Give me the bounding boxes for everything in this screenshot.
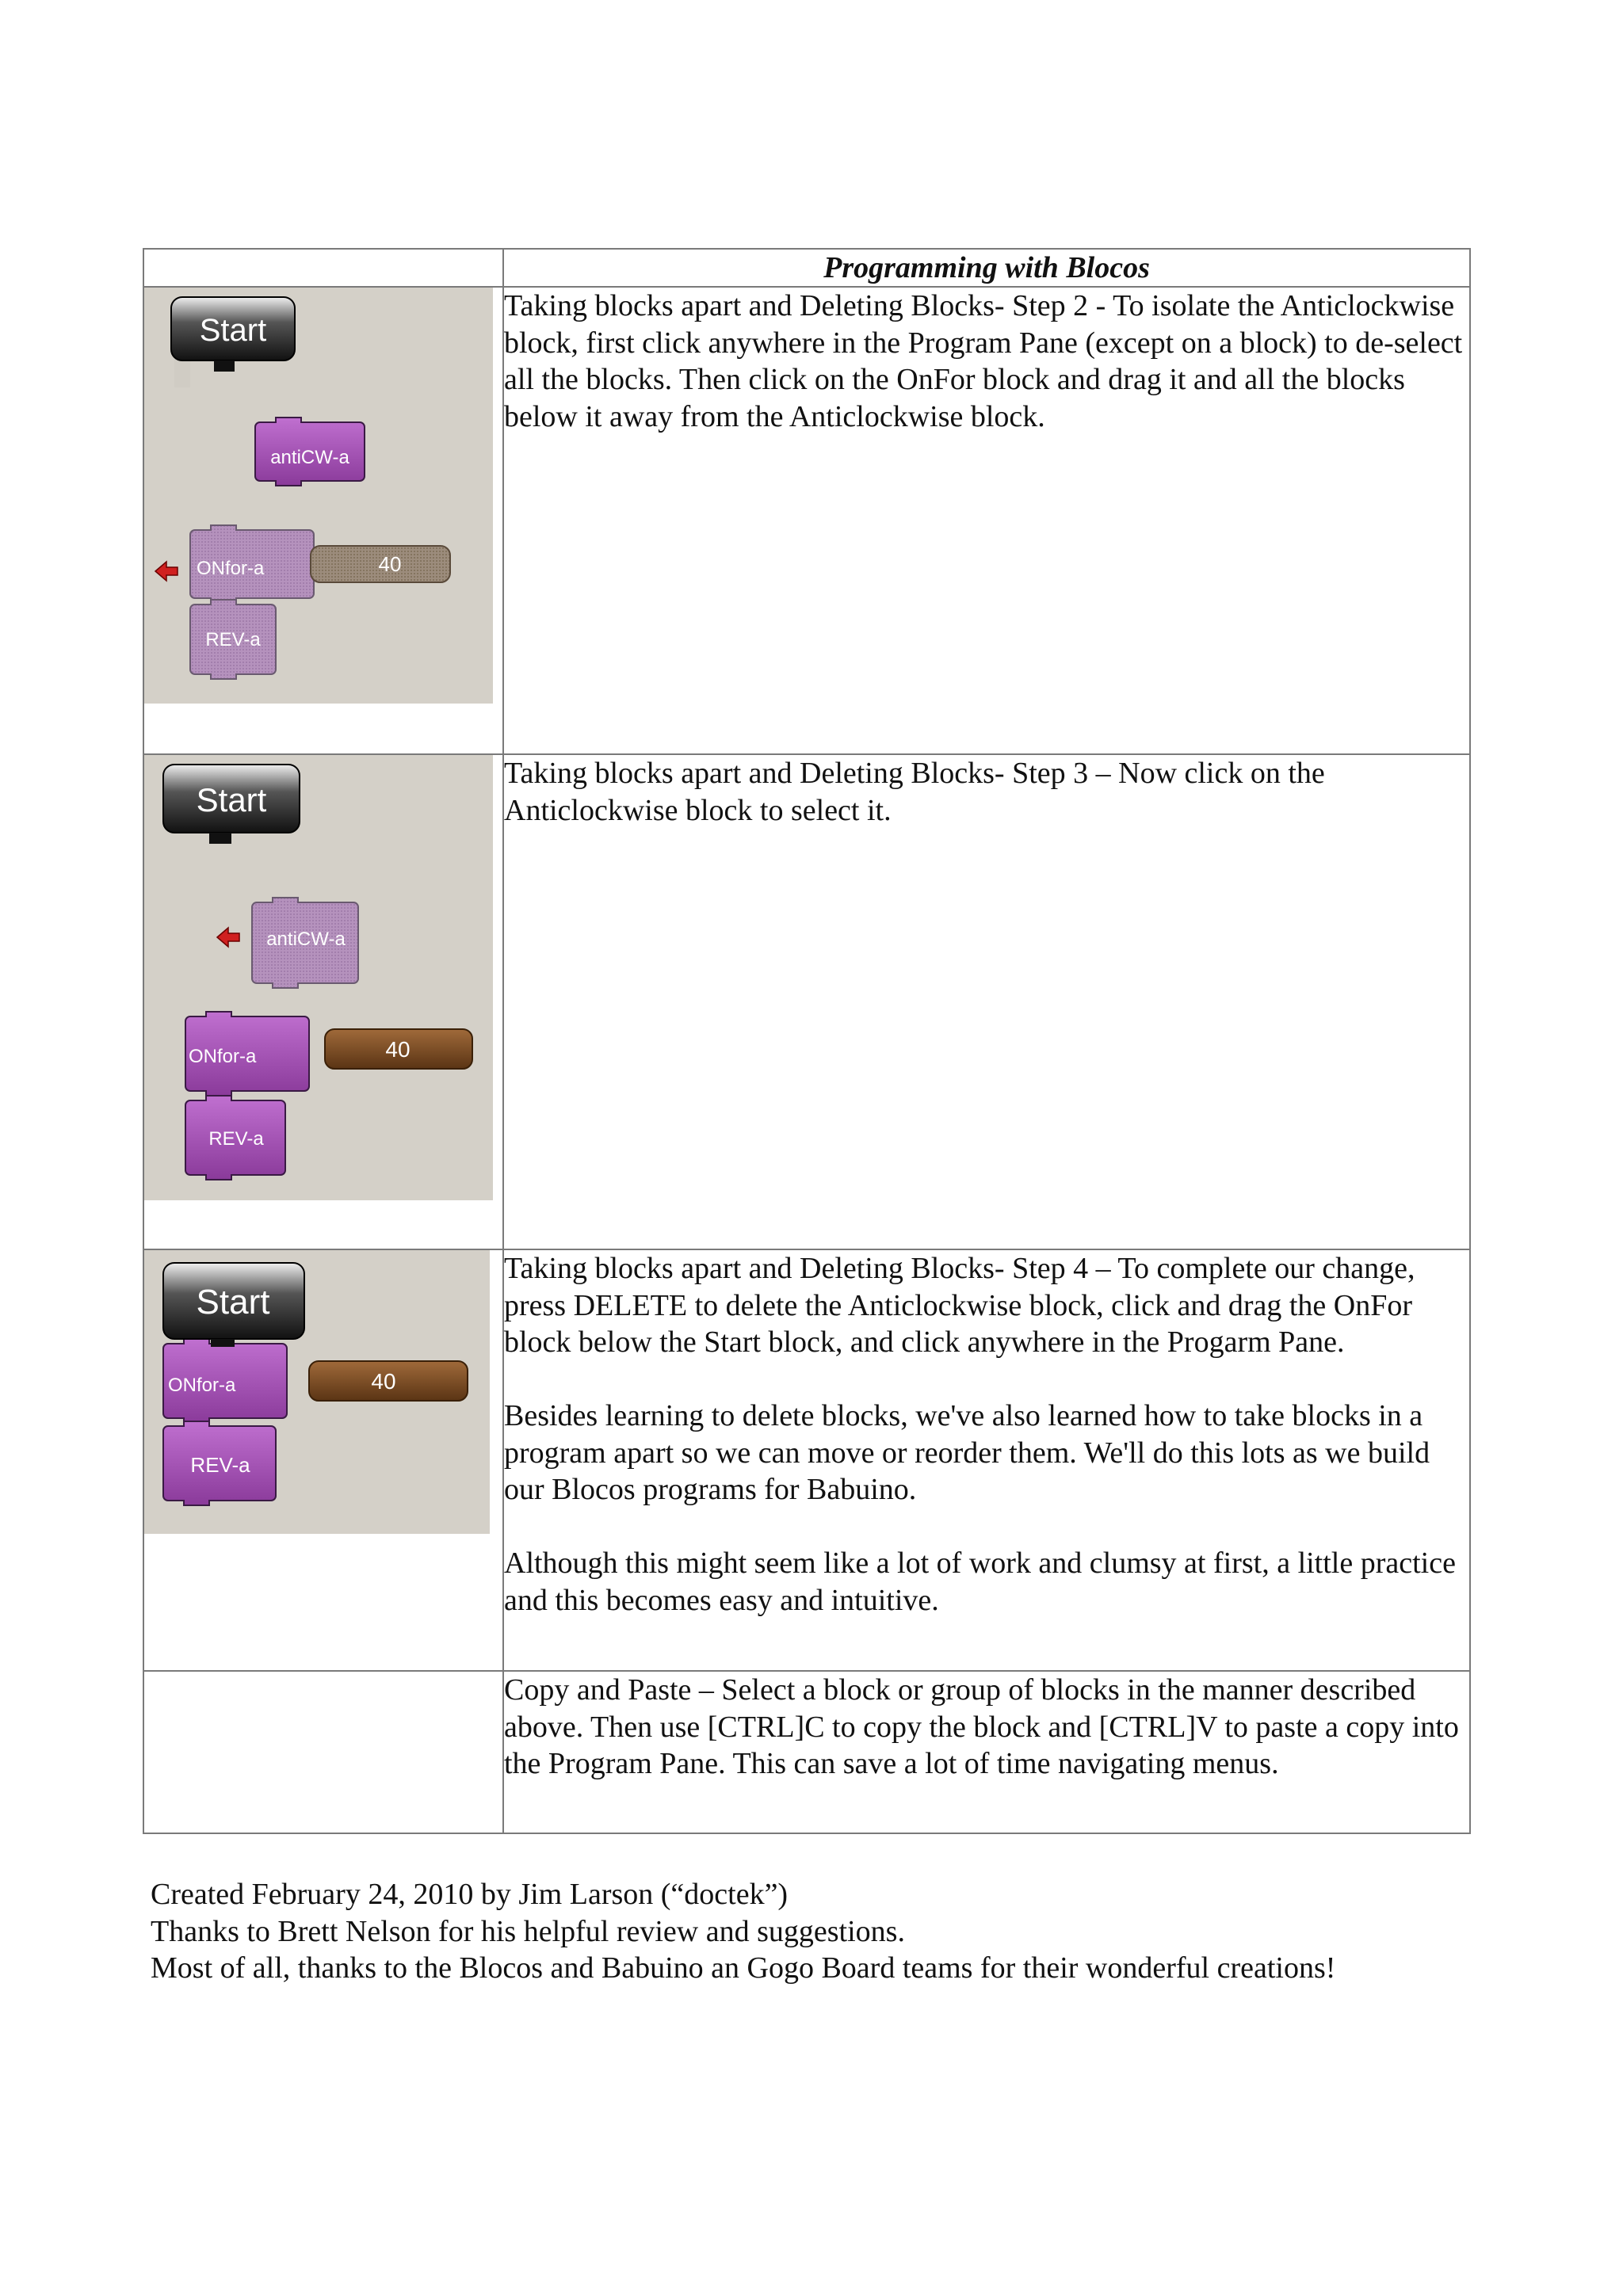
onfor-block[interactable] [185, 1012, 309, 1096]
screenshot-cell [143, 754, 503, 1249]
anticlockwise-block[interactable] [252, 898, 358, 988]
onfor-block[interactable] [190, 525, 314, 603]
program-pane-screenshot-step3 [144, 755, 493, 1200]
screenshot-cell [143, 287, 503, 754]
step3-paragraph: Taking blocks apart and Deleting Blocks- Step 3 – Now click on the Anticlockwise block to select it. [504, 757, 1325, 827]
rev-block-label: REV-a [190, 1453, 250, 1477]
rev-block[interactable] [185, 1096, 285, 1180]
number-block-value: 40 [378, 552, 402, 576]
step3-description [503, 754, 1470, 1249]
step2-paragraph: Taking blocks apart and Deleting Blocks- Step 2 - To isolate the Anticlockwise block, first click anywhere in the Program Pane (except on a block) to de-select all the blocks. Then click on the OnFor block and drag it and all the blocks below it away from the Anticlockwise block. [504, 289, 1463, 433]
program-pane-screenshot-step4 [144, 1250, 490, 1534]
copy-paste-paragraph: Copy and Paste – Select a block or group of blocks in the manner described above. Then use [CTRL]C to copy the block and [CTRL]V to paste a copy into the Program Pane. This can save a lot of time navigating menus. [504, 1673, 1459, 1780]
start-block[interactable] [163, 1263, 304, 1347]
step4-paragraph-1: Taking blocks apart and Deleting Blocks- Step 4 – To complete our change, press DELETE to delete the Anticlockwise block, click and drag the OnFor block below the Start block, and click anywhere in the Progarm Pane. [504, 1252, 1415, 1359]
number-block-value: 40 [371, 1369, 396, 1394]
header-empty-cell [143, 249, 503, 287]
start-block-label: Start [196, 781, 267, 818]
empty-image-cell [143, 1671, 503, 1833]
onfor-block[interactable] [163, 1339, 287, 1423]
document-footer [151, 1876, 1335, 1987]
table-row [143, 1249, 1470, 1671]
rev-block[interactable] [163, 1421, 276, 1505]
table-row [143, 287, 1470, 754]
start-block[interactable] [163, 765, 300, 844]
footer-teams-line: Most of all, thanks to the Blocos and Babuino an Gogo Board teams for their wonderful creations! [151, 1951, 1336, 1985]
table-row [143, 1671, 1470, 1833]
onfor-block-label: ONfor-a [197, 558, 265, 579]
program-pane-screenshot-step2 [144, 288, 493, 704]
table-row [143, 754, 1470, 1249]
number-block[interactable] [325, 1029, 472, 1069]
anticlockwise-block-label: antiCW-a [270, 447, 349, 468]
onfor-block-label: ONfor-a [189, 1046, 257, 1067]
rev-block-label: REV-a [205, 629, 261, 650]
rev-block[interactable] [190, 600, 276, 679]
screenshot-cell [143, 1249, 503, 1671]
step2-description [503, 287, 1470, 754]
footer-credit-line: Created February 24, 2010 by Jim Larson (“doctek”) [151, 1878, 789, 1911]
number-block-value: 40 [385, 1037, 411, 1062]
number-block[interactable] [311, 546, 450, 582]
onfor-block-label: ONfor-a [168, 1375, 236, 1396]
table-header-row [143, 249, 1470, 287]
anticlockwise-block[interactable] [255, 418, 365, 486]
start-block-label: Start [196, 1283, 270, 1322]
step4-paragraph-2: Besides learning to delete blocks, we've also learned how to take blocks in a program apart so we can move or reorder them. We'll do this lots as we build our Blocos programs for Babuino. [504, 1399, 1430, 1506]
rev-block-label: REV-a [208, 1128, 264, 1150]
step4-paragraph-3: Although this might seem like a lot of work and clumsy at first, a little practice and this becomes easy and intuitive. [504, 1547, 1456, 1617]
copy-paste-description [503, 1671, 1470, 1833]
step4-description [503, 1249, 1470, 1671]
instruction-table [143, 248, 1471, 1834]
number-block[interactable] [309, 1361, 468, 1401]
table-header: Programming with Blocos [503, 249, 1470, 287]
start-block-label: Start [199, 313, 267, 348]
anticlockwise-block-label: antiCW-a [266, 929, 346, 950]
footer-thanks-line: Thanks to Brett Nelson for his helpful review and suggestions. [151, 1914, 905, 1948]
